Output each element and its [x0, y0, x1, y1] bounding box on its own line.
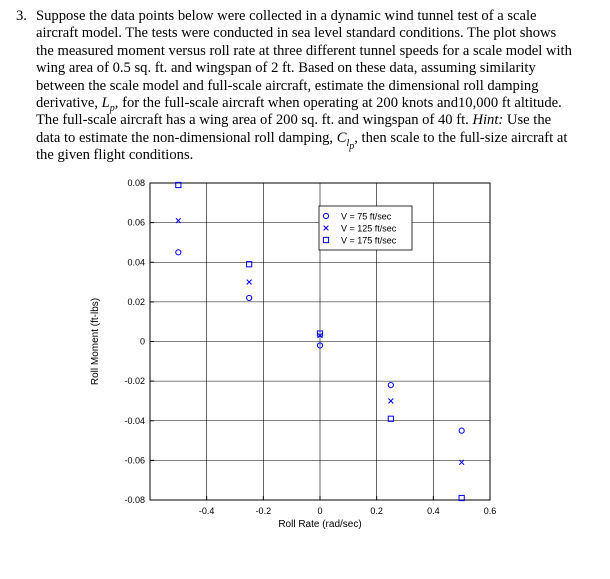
line8-text: data to estimate the non-dimensional roll damping,	[36, 129, 337, 146]
line7-rest: Use the	[503, 112, 552, 129]
tick-labels	[124, 178, 496, 516]
data-point-circle-series-1	[388, 382, 393, 387]
x-tick-label: 0.4	[427, 506, 440, 516]
x-tick-label: -0.4	[198, 506, 215, 516]
data-point-x-series-2	[176, 218, 181, 223]
line8-rest: , then scale to the full-size aircraft at	[354, 129, 568, 146]
x-tick-label: 0.6	[483, 506, 497, 516]
data-point-circle-series-1	[176, 250, 181, 255]
data-point-circle-series-1	[459, 428, 464, 433]
y-tick-label: 0.08	[127, 178, 145, 188]
y-tick-label: -0.02	[124, 376, 145, 387]
y-tick-label: 0.02	[127, 296, 145, 307]
data-point-circle-series-1	[247, 295, 252, 300]
legend	[319, 206, 412, 250]
data-point-x-series-2	[388, 399, 393, 404]
x-tick-label: -0.2	[255, 506, 272, 516]
line7-text: The full-scale aircraft has a wing area of 200 sq. ft. and wingspan of 40 ft.	[36, 112, 473, 129]
problem-line-9: the given flight conditions.	[36, 147, 194, 164]
problem-line-4: wing area of 0.5 sq. ft. and wingspan of 2 ft. Based on these data, assuming similarity	[36, 60, 536, 77]
y-tick-label: -0.08	[124, 495, 145, 505]
y-tick-label: 0.06	[127, 217, 145, 228]
problem-line-1: Suppose the data points below were collected in a dynamic wind tunnel test of a scale	[36, 8, 537, 24]
lp-letter: L	[101, 95, 110, 112]
clp-sub-p: p	[349, 140, 355, 152]
lp-subscript: p	[109, 102, 115, 114]
data-point-x-series-2	[247, 280, 252, 285]
data-point-x-series-2	[459, 460, 464, 465]
x-tick-label: 0	[317, 506, 323, 516]
legend-label: V = 75 ft/sec	[341, 211, 392, 222]
x-tick-label: 0.2	[370, 506, 383, 516]
y-tick-label: -0.06	[124, 455, 145, 466]
problem-line-5: between the scale model and full-scale aircraft, estimate the dimensional roll damping	[36, 77, 539, 94]
problem-line-2: aircraft model. The tests were conducted in sea level standard conditions. The plot shows	[36, 25, 557, 42]
clp-letter: C	[336, 129, 347, 146]
hint-label: Hint:	[472, 112, 504, 129]
y-axis-label: Roll Moment (ft-lbs)	[90, 297, 101, 386]
line6-rest: , for the full-scale aircraft when operating at 200 knots and10,000 ft altitude.	[114, 95, 562, 112]
y-tick-label: 0.04	[127, 257, 145, 268]
clp-sub-l: l	[346, 137, 350, 149]
legend-label: V = 175 ft/sec	[341, 235, 397, 246]
problem-number: 3.	[16, 8, 27, 24]
legend-label: V = 125 ft/sec	[341, 223, 397, 234]
problem-line-3: the measured moment versus roll rate at three different tunnel speeds for a scale model with	[36, 42, 572, 59]
line6-text: derivative,	[36, 95, 102, 112]
y-tick-label: -0.04	[124, 415, 145, 426]
y-tick-label: 0	[139, 336, 145, 347]
x-axis-label: Roll Rate (rad/sec)	[278, 519, 362, 530]
